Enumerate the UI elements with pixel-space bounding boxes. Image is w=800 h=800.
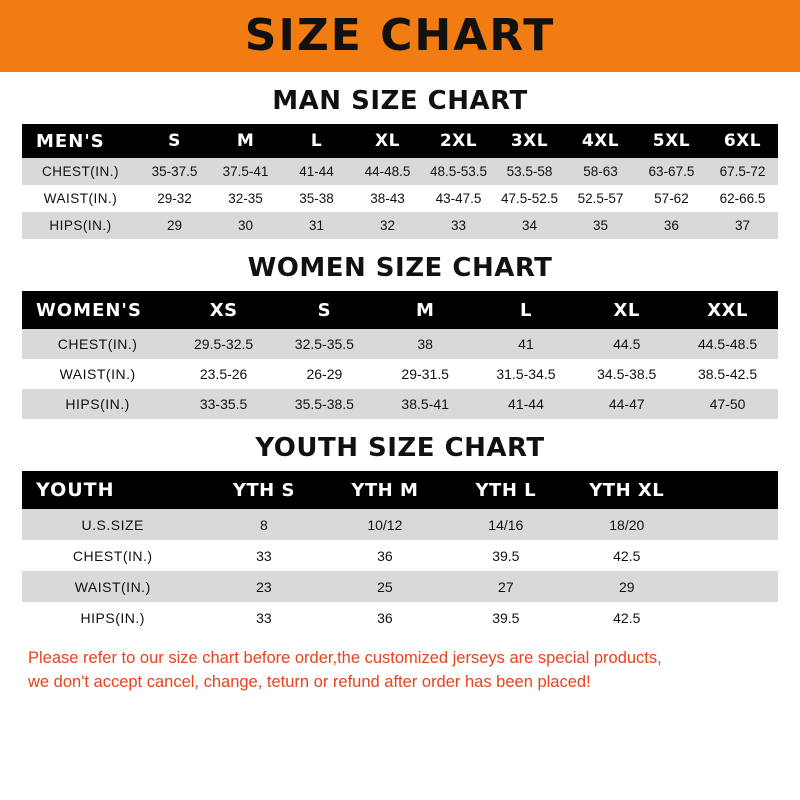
section-title-women: WOMEN SIZE CHART <box>247 253 553 283</box>
data-cell: 14/16 <box>488 516 524 533</box>
data-cell-spacer <box>687 602 778 633</box>
table-row <box>22 540 778 571</box>
table-row <box>22 571 778 602</box>
data-cell: 57-62 <box>654 191 689 206</box>
section-title-youth: YOUTH SIZE CHART <box>255 433 545 463</box>
row-label: WAIST(IN.) <box>74 578 151 595</box>
header-cell: WOMEN'S <box>36 299 142 321</box>
note-line-2: we don't accept cancel, change, teturn or refund after order has been placed! <box>28 672 591 691</box>
table-row <box>22 158 778 185</box>
table-row <box>22 359 778 389</box>
data-cell: 18/20 <box>609 516 645 533</box>
data-cell: 23.5-26 <box>199 366 248 382</box>
data-cell: 34.5-38.5 <box>597 366 657 382</box>
header-cell: YTH XL <box>589 479 665 501</box>
data-cell: 36 <box>377 609 393 626</box>
header-cell: XS <box>209 299 238 321</box>
data-cell: 31 <box>309 218 325 233</box>
data-cell: 41 <box>518 336 534 352</box>
header-cell: YTH M <box>351 479 419 501</box>
order-policy-note <box>22 647 778 695</box>
header-cell: YOUTH <box>36 479 115 501</box>
note-line-1: Please refer to our size chart before order,the customized jerseys are special products, <box>28 649 662 667</box>
data-cell: 42.5 <box>613 547 641 564</box>
youth-size-table <box>22 471 778 633</box>
page-banner <box>0 0 800 72</box>
data-cell: 44.5-48.5 <box>697 336 758 352</box>
data-cell: 42.5 <box>613 609 641 626</box>
row-label: HIPS(IN.) <box>49 218 112 233</box>
data-cell: 37 <box>734 218 750 233</box>
data-cell: 33 <box>256 547 272 564</box>
header-cell: 5XL <box>652 131 691 151</box>
header-cell: YTH S <box>232 479 295 501</box>
data-cell: 33 <box>450 218 466 233</box>
data-cell: 44.5 <box>613 336 641 352</box>
data-cell-spacer <box>687 571 778 602</box>
data-cell-spacer <box>687 540 778 571</box>
data-cell: 53.5-58 <box>506 164 553 179</box>
table-row <box>22 185 778 212</box>
header-cell: YTH L <box>475 479 537 501</box>
data-cell: 63-67.5 <box>648 164 695 179</box>
row-label: CHEST(IN.) <box>72 547 153 564</box>
table-row <box>22 212 778 239</box>
data-cell: 33-35.5 <box>199 396 248 412</box>
data-cell: 32.5-35.5 <box>294 336 354 352</box>
row-label: HIPS(IN.) <box>80 609 145 626</box>
data-cell: 31.5-34.5 <box>496 366 556 382</box>
row-label: CHEST(IN.) <box>42 164 120 179</box>
data-cell: 38-43 <box>370 191 405 206</box>
data-cell: 39.5 <box>492 609 520 626</box>
header-cell: S <box>317 299 332 321</box>
header-cell: L <box>519 299 532 321</box>
data-cell: 62-66.5 <box>719 191 766 206</box>
table-header-row <box>22 291 778 329</box>
data-cell: 33 <box>256 609 272 626</box>
header-cell: S <box>168 131 181 151</box>
data-cell: 32-35 <box>228 191 263 206</box>
table-header-row <box>22 124 778 158</box>
header-cell: XL <box>613 299 640 321</box>
data-cell: 23 <box>256 578 272 595</box>
data-cell: 38.5-42.5 <box>697 366 758 382</box>
header-spacer <box>687 471 778 509</box>
data-cell: 37.5-41 <box>222 164 269 179</box>
data-cell: 27 <box>498 578 514 595</box>
data-cell-spacer <box>687 509 778 540</box>
data-cell: 47-50 <box>709 396 746 412</box>
data-cell: 29 <box>618 578 635 595</box>
data-cell: 38 <box>417 336 433 352</box>
header-cell: XXL <box>707 299 748 321</box>
data-cell: 52.5-57 <box>577 191 624 206</box>
data-cell: 58-63 <box>583 164 618 179</box>
data-cell: 32 <box>379 218 396 233</box>
header-cell: 2XL <box>439 131 478 151</box>
data-cell: 8 <box>260 516 268 533</box>
data-cell: 29-32 <box>157 191 192 206</box>
data-cell: 35-38 <box>299 191 334 206</box>
data-cell: 29.5-32.5 <box>194 336 254 352</box>
data-cell: 10/12 <box>367 516 403 533</box>
row-label: U.S.SIZE <box>81 516 144 533</box>
row-label: HIPS(IN.) <box>65 396 130 412</box>
table-row <box>22 509 778 540</box>
men-size-table <box>22 124 778 239</box>
header-cell: L <box>310 131 323 151</box>
data-cell: 29-31.5 <box>401 366 449 382</box>
data-cell: 44-48.5 <box>364 164 411 179</box>
data-cell: 36 <box>377 547 393 564</box>
header-cell: 4XL <box>581 131 620 151</box>
data-cell: 44-47 <box>608 396 645 412</box>
data-cell: 47.5-52.5 <box>500 191 558 206</box>
data-cell: 67.5-72 <box>719 164 766 179</box>
chart-content <box>0 86 800 695</box>
table-row <box>22 329 778 359</box>
table-row <box>22 602 778 633</box>
data-cell: 25 <box>377 578 393 595</box>
data-cell: 35.5-38.5 <box>294 396 354 412</box>
header-cell: 3XL <box>510 131 549 151</box>
table-row <box>22 389 778 419</box>
data-cell: 41-44 <box>299 164 334 179</box>
row-label: WAIST(IN.) <box>59 366 136 382</box>
data-cell: 35-37.5 <box>151 164 198 179</box>
table-header-row <box>22 471 778 509</box>
data-cell: 34 <box>521 218 537 233</box>
data-cell: 36 <box>663 218 679 233</box>
data-cell: 41-44 <box>508 396 544 412</box>
header-cell: 6XL <box>723 131 762 151</box>
row-label: CHEST(IN.) <box>57 336 138 352</box>
header-cell: M <box>415 299 435 321</box>
header-cell: M <box>236 131 255 151</box>
section-title-men: MAN SIZE CHART <box>272 86 528 116</box>
data-cell: 39.5 <box>492 547 520 564</box>
page-title: SIZE CHART <box>244 10 556 61</box>
data-cell: 26-29 <box>306 366 343 382</box>
data-cell: 29 <box>167 218 183 233</box>
header-cell: MEN'S <box>36 130 105 152</box>
women-size-table <box>22 291 778 419</box>
data-cell: 38.5-41 <box>401 396 449 412</box>
data-cell: 35 <box>592 218 608 233</box>
data-cell: 43-47.5 <box>435 191 482 206</box>
data-cell: 48.5-53.5 <box>429 164 488 179</box>
header-cell: XL <box>375 131 400 151</box>
data-cell: 30 <box>238 218 254 233</box>
row-label: WAIST(IN.) <box>43 191 118 206</box>
